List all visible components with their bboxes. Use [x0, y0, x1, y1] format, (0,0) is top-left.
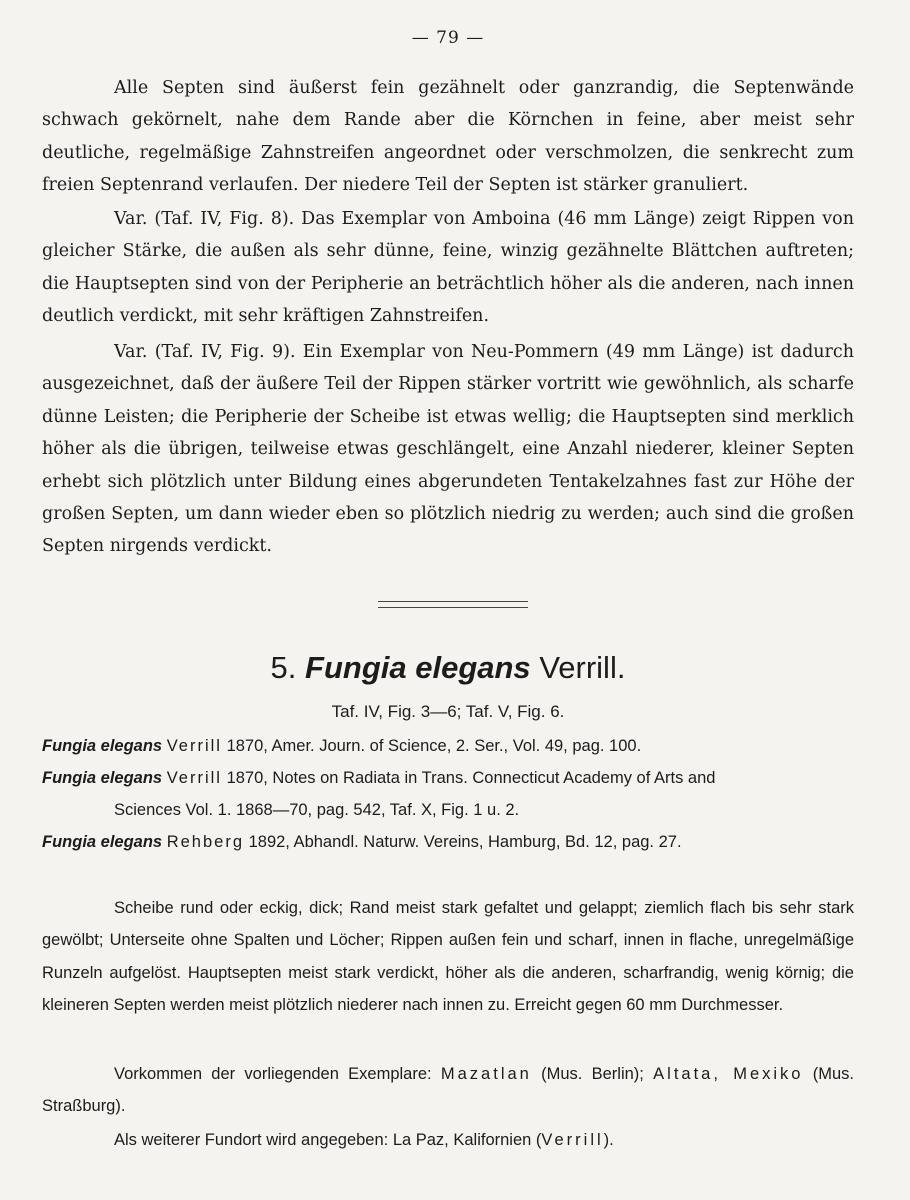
reference-author: Verrill [166, 769, 222, 787]
reference-list [42, 730, 854, 858]
occurrence-museum: (Mus. Berlin); [541, 1065, 644, 1083]
locality-author: Verrill [541, 1131, 604, 1149]
paragraph-text [42, 1124, 854, 1156]
paragraph-septen [42, 72, 854, 202]
heading-author: Verrill. [539, 650, 626, 685]
heading-species: Fungia elegans [305, 650, 531, 685]
paragraph-text: Alle Septen sind äußerst fein gezähnelt oder ganzrandig, die Septenwände schwach gekörnelt, nahe dem Rande aber die Körnchen in feine, aber meist sehr deutliche, regelmäßige Zahnstreifen angeordnet oder verschmolzen, die senkrecht zum freien Septenrand verlaufen. Der niedere Teil der Septen ist stärker granuliert. [42, 78, 854, 196]
reference-species: Fungia elegans [42, 833, 163, 851]
section-divider [378, 601, 528, 608]
reference-item [42, 730, 854, 762]
paragraph-locality [42, 1124, 854, 1156]
locality-lead: Als weiterer Fundort wird angegeben: La Paz, Kalifornien ( [114, 1131, 542, 1149]
paragraph-text: Var. (Taf. IV, Fig. 8). Das Exemplar von Amboina (46 mm Länge) zeigt Rippen von gleicher Stärke, die außen als sehr dünne, feine, winzig gezähnelte Blättchen auftreten; die Hauptsepten sind von der Peripherie an beträchtlich höher als die anderen, nach innen deutlich verdickt, mit sehr kräftigen Zahnstreifen. [42, 209, 854, 327]
paragraph-text [42, 1058, 854, 1123]
occurrence-museum: (Mus. Straßburg). [42, 1065, 854, 1116]
reference-citation: 1892, Abhandl. Naturw. Vereins, Hamburg, Bd. 12, pag. 27. [248, 833, 682, 851]
paragraph-occurrence [42, 1058, 854, 1123]
reference-citation: 1870, Amer. Journ. of Science, 2. Ser., Vol. 49, pag. 100. [226, 737, 642, 755]
reference-author: Rehberg [166, 833, 244, 851]
paragraph-var-fig9 [42, 336, 854, 563]
locality-end: ). [603, 1131, 614, 1149]
reference-item [42, 826, 854, 858]
section-heading [42, 650, 854, 686]
reference-citation: 1870, Notes on Radiata in Trans. Connecticut Academy of Arts and [226, 769, 716, 787]
plate-references: Taf. IV, Fig. 3—6; Taf. V, Fig. 6. [331, 702, 565, 721]
reference-author: Verrill [166, 737, 222, 755]
occurrence-place: Altata, Mexiko [653, 1065, 804, 1083]
paragraph-var-fig8 [42, 203, 854, 333]
page-number: — 79 — [411, 28, 485, 48]
heading-number: 5. [270, 650, 297, 685]
paragraph-description [42, 892, 854, 1022]
reference-species: Fungia elegans [42, 737, 163, 755]
reference-item [42, 762, 854, 826]
paragraph-text: Var. (Taf. IV, Fig. 9). Ein Exemplar von Neu-Pommern (49 mm Länge) ist dadurch ausgezeichnet, daß der äußere Teil der Rippen stärker vortritt wie gewöhnlich, als scharfe dünne Leisten; die Peripherie der Scheibe ist etwas wellig; die Hauptsepten sind merklich höher als die übrigen, teilweise etwas geschlängelt, eine Anzahl niederer, kleiner Septen erhebt sich plötzlich unter Bildung eines abgerundeten Tentakelzahnes fast zur Höhe der großen Septen, um dann wieder eben so plötzlich niedrig zu werden; auch sind die großen Septen nirgends verdickt. [42, 342, 854, 557]
reference-continuation: Sciences Vol. 1. 1868—70, pag. 542, Taf. X, Fig. 1 u. 2. [114, 801, 520, 819]
occurrence-place: Mazatlan [440, 1065, 532, 1083]
occurrence-lead: Vorkommen der vorliegenden Exemplare: [114, 1065, 432, 1083]
paragraph-text: Scheibe rund oder eckig, dick; Rand meist stark gefaltet und gelappt; ziemlich flach bis sehr stark gewölbt; Unterseite ohne Spalten und Löcher; Rippen außen fein und scharf, innen in flache, unregelmäßige Runzeln aufgelöst. Hauptsepten meist stark verdickt, höher als die anderen, scharfrandig, wenig körnig; die kleineren Septen werden meist plötzlich niederer nach innen zu. Erreicht gegen 60 mm Durchmesser. [42, 899, 854, 1015]
reference-species: Fungia elegans [42, 769, 163, 787]
